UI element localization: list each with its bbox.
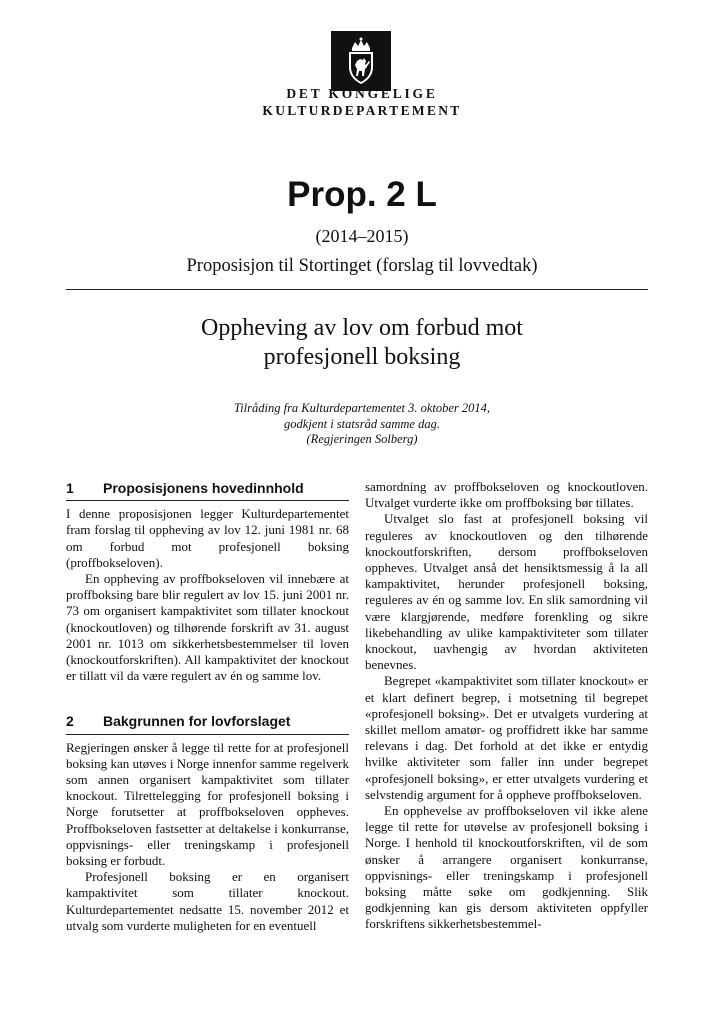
document-title-line2: profesjonell boksing [263, 344, 461, 370]
section-title: Proposisjonens hovedinnhold [103, 480, 304, 496]
proposition-number: Prop. 2 L [287, 175, 437, 214]
right-column [365, 479, 648, 933]
document-title [0, 314, 724, 372]
paragraph: Profesjonell boksing er en organisert kampaktivitet som tillater knockout. Kulturdepartementet nedsatte 15. november 2012 et utvalg som vurderte muligheten for en eventuell [66, 869, 349, 933]
approval-note [0, 401, 724, 448]
section-number: 1 [66, 480, 74, 496]
title-divider [66, 289, 648, 290]
section-heading [66, 713, 349, 734]
section-number: 2 [66, 713, 74, 730]
approval-line2: godkjent i statsråd samme dag. [284, 416, 440, 431]
paragraph: Begrepet «kampaktivitet som tillater knockout» er et klart definert begrep, i motsetning til begrepet «profesjonell boksing». Det er utvalgets vurdering at skillet mellom amatør- og proffidrett ikke har samme relevans i dag. Det forhold at det ikke er entydig hvilke aktiviteter som faller inn under begrepet «profesjonell boksing», er etter utvalgets vurdering et selvstendig argument for å oppheve proffbokseloven. [365, 673, 648, 802]
paragraph: En oppheving av proffbokseloven vil innebære at proffboksing bare blir regulert av lov 15. juni 2001 nr. 73 om organisert kampaktivitet som tillater knockout (knockoutloven) og tilhørende forskrift av 31. august 2001 nr. 1013 om sikkerhetsbestemmelser til loven (knockoutforskriften). All kampaktivitet der knockout er tillatt vil da være regulert av én og samme lov. [66, 571, 349, 684]
department-name-line2: KULTURDEPARTEMENT [262, 103, 462, 118]
paragraph: Utvalget slo fast at profesjonell boksing vil reguleres av knockoutloven og den tilhørende knockoutforskriften, dersom proffbokseloven oppheves. Utvalget anså det hensiktsmessig å la all kampaktivitet, herunder profesjonell boksing, reguleres av én og samme lov. En slik samordning vil være klargjørende, medføre forenkling og sikre likebehandling av ulike kampaktiviteter som tillater knockout, uavhengig av hvordan aktiviteten benevnes. [365, 511, 648, 673]
document-title-line1: Oppheving av lov om forbud mot [201, 315, 523, 341]
paragraph: En opphevelse av proffbokseloven vil ikke alene legge til rette for utøvelse av profesjonell boksing i Norge. I henhold til knockoutforskriften, vil de som ønsker å arrangere organisert konkurranse, oppvisnings- eller treningskamp i profesjonell boksing måtte søke om godkjenning. Slik godkjenning kan gis dersom aktiviteten oppfyller forskriftens sikkerhetsbestemmel- [365, 803, 648, 932]
royal-coat-of-arms-icon [331, 31, 391, 91]
approval-line1: Tilråding fra Kulturdepartementet 3. oktober 2014, [233, 401, 491, 415]
section-title: Bakgrunnen for lovforslaget [103, 713, 291, 730]
proposition-subtitle: Proposisjon til Stortinget (forslag til lovvedtak) [186, 256, 538, 276]
session-years: (2014–2015) [315, 226, 409, 246]
section-heading [66, 480, 349, 501]
approval-line3: (Regjeringen Solberg) [306, 432, 418, 446]
paragraph: I denne proposisjonen legger Kulturdepartementet fram forslag til oppheving av lov 12. juni 1981 nr. 68 om forbud mot profesjonell boksing (proffbokseloven). [66, 506, 349, 570]
paragraph: Regjeringen ønsker å legge til rette for at profesjonell boksing kan utøves i Norge innenfor samme regelverk som annen organisert kampaktivitet som tillater knockout. Tilrettelegging for profesjonell boksing i Norge forutsetter at proffbokseloven oppheves. Proffbokseloven fastsetter at deltakelse i konkurranse, oppvisnings- eller treningskamp i profesjonell boksing er forbudt. [66, 739, 349, 869]
paragraph: samordning av proffbokseloven og knockoutloven. Utvalget vurderte ikke om proffboksing bør tillates. [365, 479, 648, 511]
department-name-line1: DET KONGELIGE [286, 86, 438, 101]
left-column [66, 480, 349, 934]
